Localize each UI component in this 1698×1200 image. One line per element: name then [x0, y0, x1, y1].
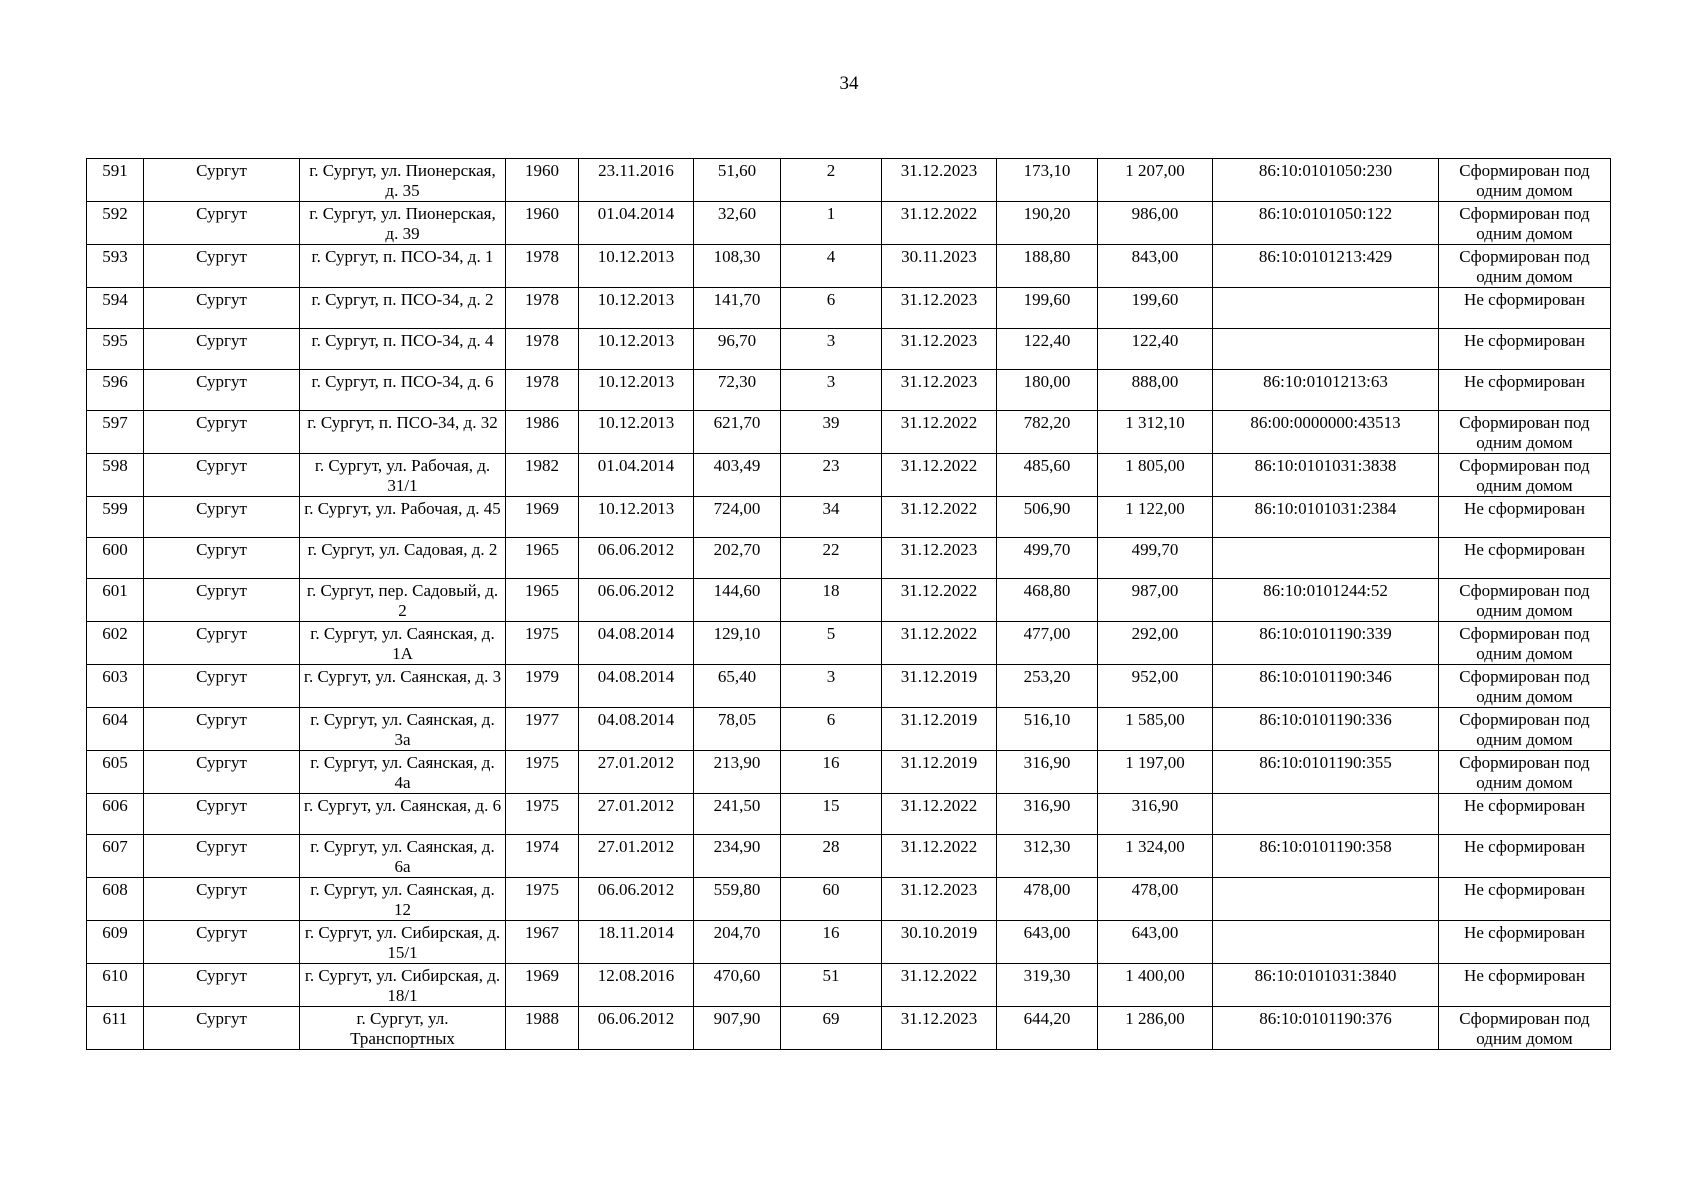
date-cell: 10.12.2013 [579, 497, 694, 538]
row-number: 593 [87, 245, 144, 288]
total-area-cell: 987,00 [1098, 579, 1213, 622]
residents-cell: 34 [781, 497, 882, 538]
deadline-date-cell: 31.12.2023 [882, 329, 997, 370]
total-area-cell: 1 197,00 [1098, 751, 1213, 794]
address-cell: г. Сургут, ул. Пионерская, д. 39 [300, 202, 506, 245]
address-cell: г. Сургут, ул. Пионерская, д. 35 [300, 159, 506, 202]
cadastral-number-cell: 86:10:0101050:122 [1213, 202, 1439, 245]
year-built-cell: 1975 [506, 622, 579, 665]
address-cell: г. Сургут, ул. Саянская, д. 6 [300, 794, 506, 835]
residents-cell: 3 [781, 370, 882, 411]
deadline-date-cell: 31.12.2019 [882, 751, 997, 794]
cadastral-number-cell: 86:10:0101244:52 [1213, 579, 1439, 622]
row-number: 607 [87, 835, 144, 878]
row-number: 592 [87, 202, 144, 245]
date-cell: 10.12.2013 [579, 288, 694, 329]
date-cell: 06.06.2012 [579, 878, 694, 921]
cadastral-number-cell: 86:10:0101050:230 [1213, 159, 1439, 202]
cadastral-number-cell [1213, 288, 1439, 329]
residents-cell: 16 [781, 921, 882, 964]
land-status-cell: Не сформирован [1439, 964, 1611, 1007]
address-cell: г. Сургут, ул. Рабочая, д. 45 [300, 497, 506, 538]
address-cell: г. Сургут, ул. Сибирская, д. 15/1 [300, 921, 506, 964]
cadastral-number-cell: 86:10:0101031:3840 [1213, 964, 1439, 1007]
land-area-cell: 190,20 [997, 202, 1098, 245]
cadastral-number-cell: 86:10:0101190:358 [1213, 835, 1439, 878]
address-cell: г. Сургут, ул. Саянская, д. 12 [300, 878, 506, 921]
year-built-cell: 1978 [506, 370, 579, 411]
residents-cell: 22 [781, 538, 882, 579]
date-cell: 06.06.2012 [579, 1007, 694, 1050]
area-cell: 621,70 [694, 411, 781, 454]
page-number: 34 [839, 73, 859, 94]
area-cell: 96,70 [694, 329, 781, 370]
residents-cell: 39 [781, 411, 882, 454]
date-cell: 27.01.2012 [579, 835, 694, 878]
city-cell: Сургут [144, 329, 300, 370]
land-area-cell: 316,90 [997, 794, 1098, 835]
land-status-cell: Не сформирован [1439, 794, 1611, 835]
address-cell: г. Сургут, п. ПСО-34, д. 1 [300, 245, 506, 288]
land-area-cell: 782,20 [997, 411, 1098, 454]
row-number: 604 [87, 708, 144, 751]
year-built-cell: 1965 [506, 538, 579, 579]
date-cell: 04.08.2014 [579, 622, 694, 665]
row-number: 606 [87, 794, 144, 835]
deadline-date-cell: 31.12.2022 [882, 964, 997, 1007]
area-cell: 141,70 [694, 288, 781, 329]
residents-cell: 6 [781, 708, 882, 751]
total-area-cell: 1 324,00 [1098, 835, 1213, 878]
deadline-date-cell: 31.12.2022 [882, 579, 997, 622]
date-cell: 18.11.2014 [579, 921, 694, 964]
row-number: 603 [87, 665, 144, 708]
year-built-cell: 1979 [506, 665, 579, 708]
cadastral-number-cell: 86:10:0101213:63 [1213, 370, 1439, 411]
address-cell: г. Сургут, ул. Саянская, д. 1А [300, 622, 506, 665]
cadastral-number-cell: 86:10:0101190:355 [1213, 751, 1439, 794]
residents-cell: 28 [781, 835, 882, 878]
residents-cell: 16 [781, 751, 882, 794]
date-cell: 23.11.2016 [579, 159, 694, 202]
housing-registry-table [86, 158, 1611, 1050]
land-status-cell: Сформирован под одним домом [1439, 1007, 1611, 1050]
total-area-cell: 1 122,00 [1098, 497, 1213, 538]
land-status-cell: Сформирован под одним домом [1439, 579, 1611, 622]
year-built-cell: 1975 [506, 751, 579, 794]
date-cell: 01.04.2014 [579, 202, 694, 245]
land-area-cell: 643,00 [997, 921, 1098, 964]
land-status-cell: Не сформирован [1439, 329, 1611, 370]
area-cell: 559,80 [694, 878, 781, 921]
address-cell: г. Сургут, ул. Рабочая, д. 31/1 [300, 454, 506, 497]
land-status-cell: Не сформирован [1439, 288, 1611, 329]
land-area-cell: 180,00 [997, 370, 1098, 411]
residents-cell: 5 [781, 622, 882, 665]
city-cell: Сургут [144, 622, 300, 665]
row-number: 599 [87, 497, 144, 538]
area-cell: 65,40 [694, 665, 781, 708]
land-area-cell: 199,60 [997, 288, 1098, 329]
deadline-date-cell: 31.12.2022 [882, 835, 997, 878]
year-built-cell: 1965 [506, 579, 579, 622]
land-status-cell: Сформирован под одним домом [1439, 454, 1611, 497]
cadastral-number-cell: 86:10:0101190:336 [1213, 708, 1439, 751]
cadastral-number-cell: 86:10:0101190:339 [1213, 622, 1439, 665]
land-area-cell: 644,20 [997, 1007, 1098, 1050]
land-status-cell: Не сформирован [1439, 878, 1611, 921]
deadline-date-cell: 30.11.2023 [882, 245, 997, 288]
address-cell: г. Сургут, ул. Сибирская, д. 18/1 [300, 964, 506, 1007]
land-area-cell: 312,30 [997, 835, 1098, 878]
land-status-cell: Сформирован под одним домом [1439, 159, 1611, 202]
date-cell: 27.01.2012 [579, 751, 694, 794]
city-cell: Сургут [144, 411, 300, 454]
total-area-cell: 843,00 [1098, 245, 1213, 288]
land-area-cell: 468,80 [997, 579, 1098, 622]
area-cell: 129,10 [694, 622, 781, 665]
row-number: 602 [87, 622, 144, 665]
total-area-cell: 499,70 [1098, 538, 1213, 579]
city-cell: Сургут [144, 538, 300, 579]
land-status-cell: Сформирован под одним домом [1439, 708, 1611, 751]
row-number: 605 [87, 751, 144, 794]
date-cell: 10.12.2013 [579, 329, 694, 370]
table-row [87, 159, 1611, 202]
land-area-cell: 122,40 [997, 329, 1098, 370]
cadastral-number-cell [1213, 538, 1439, 579]
deadline-date-cell: 31.12.2022 [882, 622, 997, 665]
cadastral-number-cell: 86:10:0101213:429 [1213, 245, 1439, 288]
table-row [87, 454, 1611, 497]
land-status-cell: Сформирован под одним домом [1439, 751, 1611, 794]
year-built-cell: 1977 [506, 708, 579, 751]
table-row [87, 497, 1611, 538]
city-cell: Сургут [144, 202, 300, 245]
total-area-cell: 888,00 [1098, 370, 1213, 411]
cadastral-number-cell [1213, 921, 1439, 964]
deadline-date-cell: 31.12.2023 [882, 370, 997, 411]
row-number: 594 [87, 288, 144, 329]
deadline-date-cell: 31.12.2019 [882, 708, 997, 751]
total-area-cell: 1 400,00 [1098, 964, 1213, 1007]
row-number: 596 [87, 370, 144, 411]
land-area-cell: 173,10 [997, 159, 1098, 202]
date-cell: 10.12.2013 [579, 411, 694, 454]
land-status-cell: Не сформирован [1439, 497, 1611, 538]
date-cell: 12.08.2016 [579, 964, 694, 1007]
area-cell: 470,60 [694, 964, 781, 1007]
table-row [87, 202, 1611, 245]
total-area-cell: 643,00 [1098, 921, 1213, 964]
land-area-cell: 485,60 [997, 454, 1098, 497]
cadastral-number-cell [1213, 878, 1439, 921]
city-cell: Сургут [144, 665, 300, 708]
deadline-date-cell: 31.12.2022 [882, 202, 997, 245]
city-cell: Сургут [144, 497, 300, 538]
date-cell: 27.01.2012 [579, 794, 694, 835]
year-built-cell: 1986 [506, 411, 579, 454]
area-cell: 204,70 [694, 921, 781, 964]
land-area-cell: 188,80 [997, 245, 1098, 288]
address-cell: г. Сургут, пер. Садовый, д. 2 [300, 579, 506, 622]
table-row [87, 751, 1611, 794]
total-area-cell: 316,90 [1098, 794, 1213, 835]
date-cell: 10.12.2013 [579, 370, 694, 411]
city-cell: Сургут [144, 579, 300, 622]
cadastral-number-cell: 86:10:0101031:2384 [1213, 497, 1439, 538]
address-cell: г. Сургут, п. ПСО-34, д. 4 [300, 329, 506, 370]
date-cell: 04.08.2014 [579, 665, 694, 708]
city-cell: Сургут [144, 454, 300, 497]
land-status-cell: Сформирован под одним домом [1439, 665, 1611, 708]
table-row [87, 665, 1611, 708]
row-number: 609 [87, 921, 144, 964]
row-number: 598 [87, 454, 144, 497]
city-cell: Сургут [144, 751, 300, 794]
address-cell: г. Сургут, п. ПСО-34, д. 32 [300, 411, 506, 454]
year-built-cell: 1960 [506, 159, 579, 202]
date-cell: 01.04.2014 [579, 454, 694, 497]
residents-cell: 3 [781, 329, 882, 370]
total-area-cell: 1 207,00 [1098, 159, 1213, 202]
address-cell: г. Сургут, ул. Саянская, д. 6а [300, 835, 506, 878]
land-status-cell: Сформирован под одним домом [1439, 622, 1611, 665]
year-built-cell: 1974 [506, 835, 579, 878]
year-built-cell: 1978 [506, 245, 579, 288]
total-area-cell: 199,60 [1098, 288, 1213, 329]
deadline-date-cell: 31.12.2022 [882, 411, 997, 454]
area-cell: 202,70 [694, 538, 781, 579]
land-area-cell: 316,90 [997, 751, 1098, 794]
address-cell: г. Сургут, ул. Саянская, д. 3а [300, 708, 506, 751]
table-row [87, 964, 1611, 1007]
table-row [87, 708, 1611, 751]
row-number: 591 [87, 159, 144, 202]
land-area-cell: 253,20 [997, 665, 1098, 708]
table-row [87, 411, 1611, 454]
cadastral-number-cell: 86:10:0101031:3838 [1213, 454, 1439, 497]
land-area-cell: 499,70 [997, 538, 1098, 579]
address-cell: г. Сургут, п. ПСО-34, д. 6 [300, 370, 506, 411]
year-built-cell: 1982 [506, 454, 579, 497]
total-area-cell: 1 286,00 [1098, 1007, 1213, 1050]
land-area-cell: 319,30 [997, 964, 1098, 1007]
table-body [87, 159, 1611, 1050]
land-area-cell: 477,00 [997, 622, 1098, 665]
table-row [87, 1007, 1611, 1050]
city-cell: Сургут [144, 794, 300, 835]
address-cell: г. Сургут, ул. Транспортных [300, 1007, 506, 1050]
deadline-date-cell: 31.12.2023 [882, 288, 997, 329]
row-number: 610 [87, 964, 144, 1007]
row-number: 595 [87, 329, 144, 370]
total-area-cell: 478,00 [1098, 878, 1213, 921]
area-cell: 234,90 [694, 835, 781, 878]
row-number: 600 [87, 538, 144, 579]
deadline-date-cell: 31.12.2023 [882, 538, 997, 579]
deadline-date-cell: 31.12.2022 [882, 454, 997, 497]
row-number: 597 [87, 411, 144, 454]
residents-cell: 23 [781, 454, 882, 497]
land-area-cell: 478,00 [997, 878, 1098, 921]
area-cell: 78,05 [694, 708, 781, 751]
deadline-date-cell: 30.10.2019 [882, 921, 997, 964]
cadastral-number-cell: 86:00:0000000:43513 [1213, 411, 1439, 454]
total-area-cell: 292,00 [1098, 622, 1213, 665]
cadastral-number-cell: 86:10:0101190:346 [1213, 665, 1439, 708]
city-cell: Сургут [144, 288, 300, 329]
row-number: 608 [87, 878, 144, 921]
city-cell: Сургут [144, 245, 300, 288]
total-area-cell: 952,00 [1098, 665, 1213, 708]
residents-cell: 4 [781, 245, 882, 288]
residents-cell: 69 [781, 1007, 882, 1050]
table-row [87, 622, 1611, 665]
year-built-cell: 1978 [506, 288, 579, 329]
area-cell: 724,00 [694, 497, 781, 538]
deadline-date-cell: 31.12.2022 [882, 794, 997, 835]
date-cell: 04.08.2014 [579, 708, 694, 751]
year-built-cell: 1969 [506, 964, 579, 1007]
area-cell: 907,90 [694, 1007, 781, 1050]
deadline-date-cell: 31.12.2019 [882, 665, 997, 708]
cadastral-number-cell [1213, 794, 1439, 835]
year-built-cell: 1975 [506, 878, 579, 921]
city-cell: Сургут [144, 708, 300, 751]
date-cell: 10.12.2013 [579, 245, 694, 288]
table-row [87, 245, 1611, 288]
cadastral-number-cell [1213, 329, 1439, 370]
table-row [87, 921, 1611, 964]
residents-cell: 18 [781, 579, 882, 622]
total-area-cell: 1 585,00 [1098, 708, 1213, 751]
address-cell: г. Сургут, ул. Саянская, д. 3 [300, 665, 506, 708]
area-cell: 144,60 [694, 579, 781, 622]
deadline-date-cell: 31.12.2022 [882, 497, 997, 538]
total-area-cell: 1 312,10 [1098, 411, 1213, 454]
deadline-date-cell: 31.12.2023 [882, 159, 997, 202]
city-cell: Сургут [144, 964, 300, 1007]
row-number: 601 [87, 579, 144, 622]
residents-cell: 51 [781, 964, 882, 1007]
date-cell: 06.06.2012 [579, 579, 694, 622]
table-row [87, 329, 1611, 370]
residents-cell: 60 [781, 878, 882, 921]
table-row [87, 538, 1611, 579]
total-area-cell: 986,00 [1098, 202, 1213, 245]
residents-cell: 15 [781, 794, 882, 835]
year-built-cell: 1960 [506, 202, 579, 245]
land-status-cell: Сформирован под одним домом [1439, 411, 1611, 454]
table-row [87, 370, 1611, 411]
table-row [87, 878, 1611, 921]
city-cell: Сургут [144, 835, 300, 878]
city-cell: Сургут [144, 370, 300, 411]
year-built-cell: 1978 [506, 329, 579, 370]
land-status-cell: Сформирован под одним домом [1439, 202, 1611, 245]
land-area-cell: 506,90 [997, 497, 1098, 538]
total-area-cell: 122,40 [1098, 329, 1213, 370]
address-cell: г. Сургут, п. ПСО-34, д. 2 [300, 288, 506, 329]
area-cell: 403,49 [694, 454, 781, 497]
year-built-cell: 1967 [506, 921, 579, 964]
land-area-cell: 516,10 [997, 708, 1098, 751]
land-status-cell: Сформирован под одним домом [1439, 245, 1611, 288]
city-cell: Сургут [144, 159, 300, 202]
city-cell: Сургут [144, 921, 300, 964]
residents-cell: 3 [781, 665, 882, 708]
table-row [87, 835, 1611, 878]
year-built-cell: 1969 [506, 497, 579, 538]
area-cell: 213,90 [694, 751, 781, 794]
land-status-cell: Не сформирован [1439, 921, 1611, 964]
deadline-date-cell: 31.12.2023 [882, 1007, 997, 1050]
year-built-cell: 1988 [506, 1007, 579, 1050]
residents-cell: 6 [781, 288, 882, 329]
city-cell: Сургут [144, 1007, 300, 1050]
year-built-cell: 1975 [506, 794, 579, 835]
table-row [87, 579, 1611, 622]
residents-cell: 1 [781, 202, 882, 245]
land-status-cell: Не сформирован [1439, 835, 1611, 878]
residents-cell: 2 [781, 159, 882, 202]
table-row [87, 794, 1611, 835]
city-cell: Сургут [144, 878, 300, 921]
total-area-cell: 1 805,00 [1098, 454, 1213, 497]
land-status-cell: Не сформирован [1439, 538, 1611, 579]
date-cell: 06.06.2012 [579, 538, 694, 579]
area-cell: 108,30 [694, 245, 781, 288]
area-cell: 32,60 [694, 202, 781, 245]
land-status-cell: Не сформирован [1439, 370, 1611, 411]
address-cell: г. Сургут, ул. Саянская, д. 4а [300, 751, 506, 794]
cadastral-number-cell: 86:10:0101190:376 [1213, 1007, 1439, 1050]
area-cell: 72,30 [694, 370, 781, 411]
deadline-date-cell: 31.12.2023 [882, 878, 997, 921]
address-cell: г. Сургут, ул. Садовая, д. 2 [300, 538, 506, 579]
row-number: 611 [87, 1007, 144, 1050]
table-row [87, 288, 1611, 329]
area-cell: 241,50 [694, 794, 781, 835]
area-cell: 51,60 [694, 159, 781, 202]
